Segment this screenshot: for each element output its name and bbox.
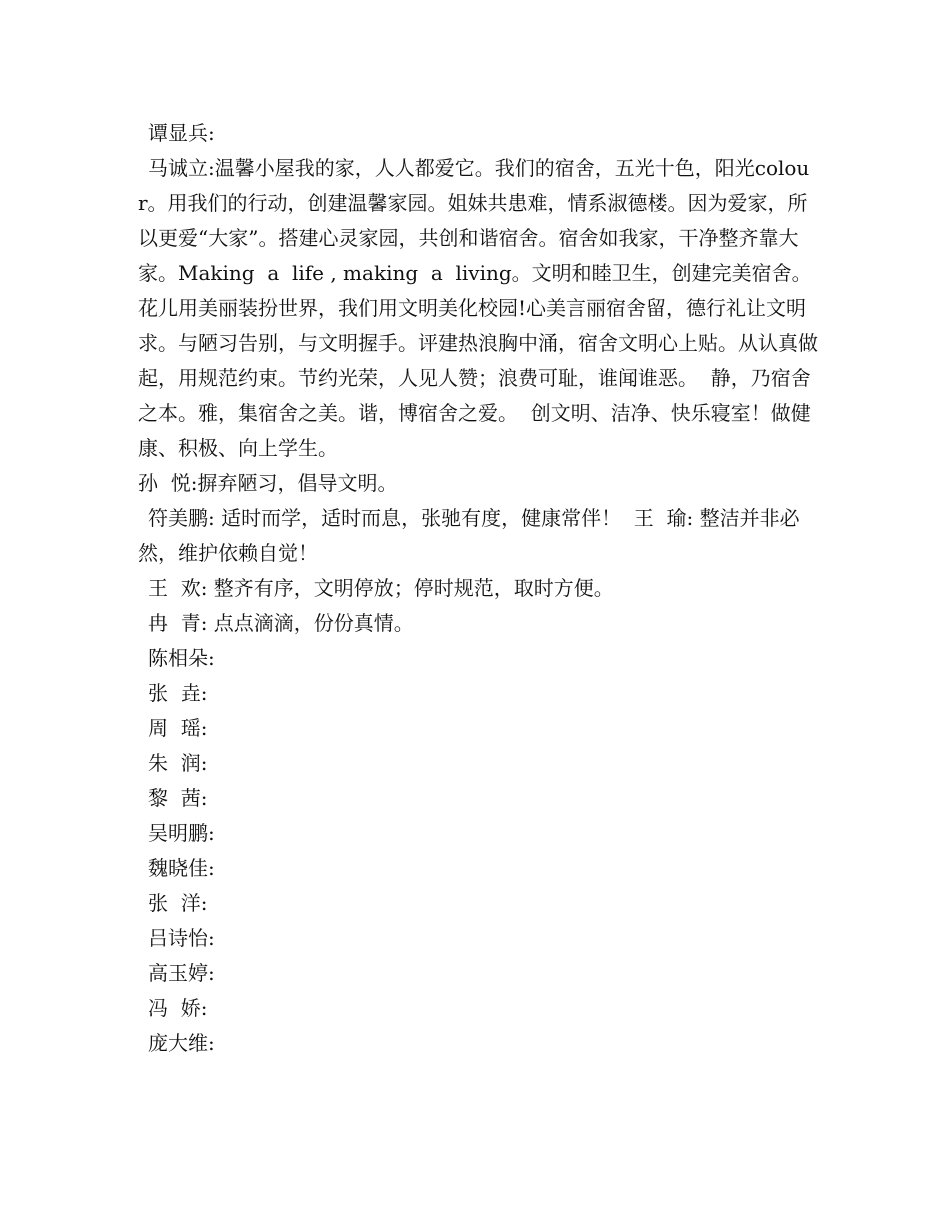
name-line: 朱 润: xyxy=(148,751,208,775)
name-line: 黎 茜: xyxy=(148,786,208,810)
name-line: 冉 青: 点点滴滴，份份真情。 xyxy=(148,611,414,635)
name-line: 魏晓佳: xyxy=(148,856,215,880)
name-line: 冯 娇: xyxy=(148,996,208,1020)
slogan-paragraph: 马诚立:温馨小屋我的家，人人都爱它。我们的宿舍，五光十色，阳光colour。用我们的行动，创建温馨家园。姐妹共患难，情系淑德楼。因为爱家，所以更爱“大家”。搭建心灵家园，共创和谐宿舍。宿舍如我家，干净整齐靠大家。Making a life , making a living。文明和睦卫生，创建完美宿舍。花儿用美丽装扮世界，我们用文明美化校园!心美言丽宿舍留，德行礼让文明求。与陋习告别，与文明握手。评建热浪胸中涌，宿舍文明心上贴。从认真做起，用规范约束。节约光荣，人见人赞；浪费可耻，谁闻谁恶。 静，乃宿舍之本。雅，集宿舍之美。谐，博宿舍之爱。 创文明、洁净、快乐寝室！做健康、积极、向上学生。 xyxy=(138,156,818,460)
name-line: 庞大维: xyxy=(148,1031,215,1055)
name-line: 陈相朵: xyxy=(148,646,215,670)
name-line: 吕诗怡: xyxy=(148,926,215,950)
name-line: 吴明鹏: xyxy=(148,821,215,845)
name-line: 周 瑶: xyxy=(148,716,208,740)
name-line: 王 欢: 整齐有序，文明停放；停时规范，取时方便。 xyxy=(148,576,614,600)
document-body xyxy=(138,116,818,1061)
slogan-paragraph: 符美鹏: 适时而学，适时而息，张驰有度，健康常伴！ 王 瑜: 整洁并非必然，维护依赖自觉！ xyxy=(138,506,800,565)
name-line: 张 洋: xyxy=(148,891,208,915)
name-line: 孙 悦:摒弃陋习，倡导文明。 xyxy=(138,471,398,495)
name-line: 张 垚: xyxy=(148,681,208,705)
name-line: 高玉婷: xyxy=(148,961,215,985)
name-line: 谭显兵: xyxy=(148,121,215,145)
